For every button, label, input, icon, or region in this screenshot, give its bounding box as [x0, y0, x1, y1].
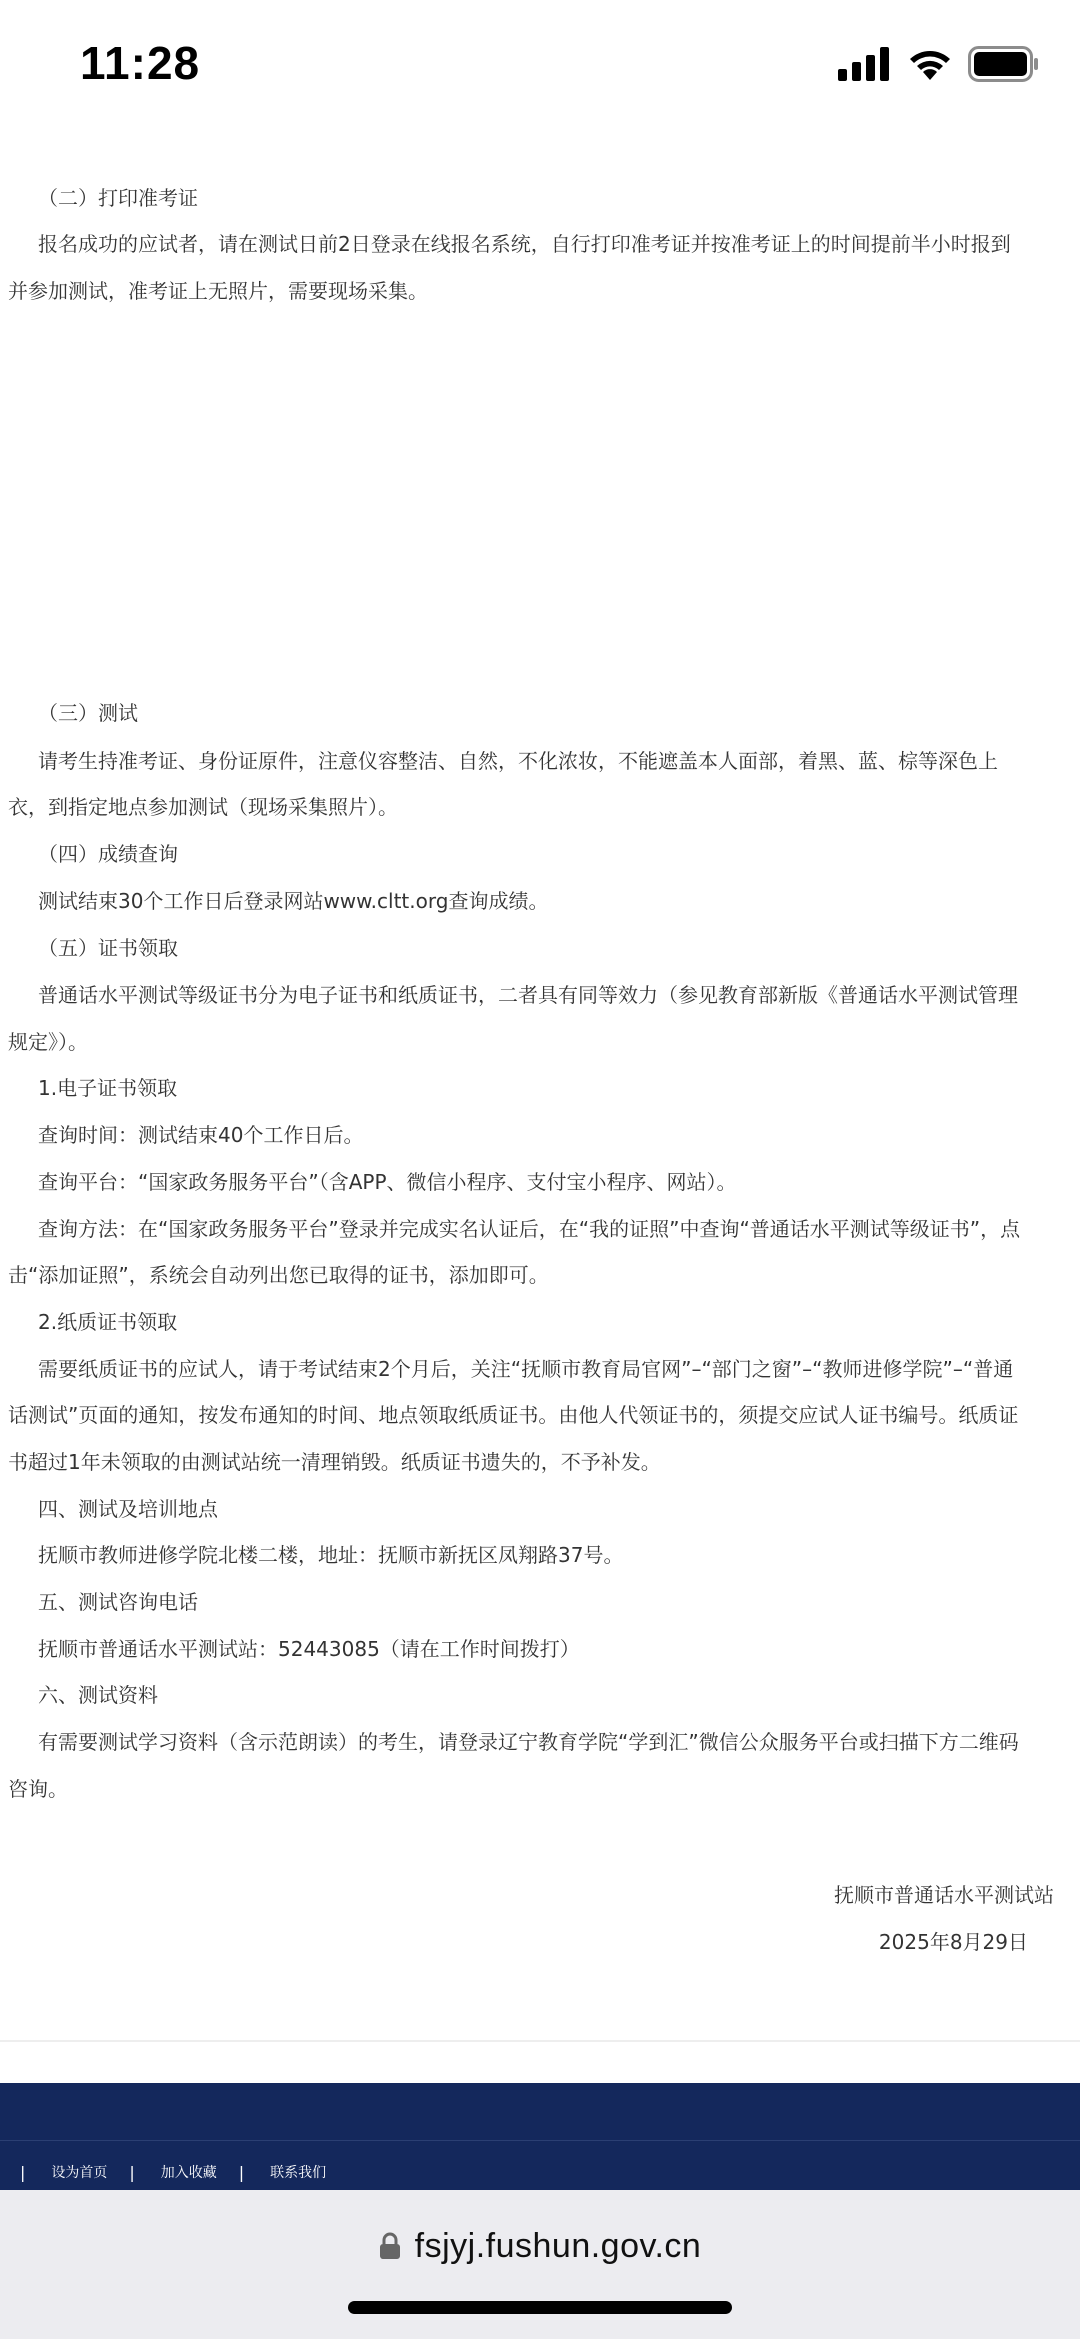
cellular-signal-icon — [838, 47, 892, 81]
article-line: 四、测试及培训地点 — [38, 1497, 218, 1521]
article-line: （四）成绩查询 — [38, 842, 178, 866]
article-line: 话测试”页面的通知，按发布通知的时间、地点领取纸质证书。由他人代领证书的，须提交应试人证书编号。纸质证 — [8, 1403, 1019, 1427]
footer-link-contact-us[interactable]: 联系我们 — [270, 2165, 327, 2181]
signature-org: 抚顺市普通话水平测试站 — [834, 1883, 1054, 1907]
article-line: （三）测试 — [38, 701, 138, 725]
article-line: 普通话水平测试等级证书分为电子证书和纸质证书，二者具有同等效力（参见教育部新版《普通话水平测试管理 — [38, 983, 1018, 1007]
article-line: 报名成功的应试者，请在测试日前2日登录在线报名系统，自行打印准考证并按准考证上的时间提前半小时报到 — [38, 232, 1011, 256]
article-line: 六、测试资料 — [38, 1683, 158, 1707]
article-line: （二）打印准考证 — [38, 186, 198, 210]
article-line: 规定》）。 — [8, 1030, 88, 1054]
wifi-icon — [908, 47, 952, 81]
address-bar[interactable] — [0, 2218, 1080, 2274]
footer-separator: | — [129, 2162, 135, 2182]
article-line: 有需要测试学习资料（含示范朗读）的考生，请登录辽宁教育学院“学到汇”微信公众服务平台或扫描下方二维码 — [38, 1730, 1019, 1754]
status-bar — [0, 0, 1080, 130]
article-line: 并参加测试，准考证上无照片，需要现场采集。 — [8, 279, 428, 303]
article-line: （五）证书领取 — [38, 936, 178, 960]
footer-link-set-homepage[interactable]: 设为首页 — [51, 2165, 108, 2181]
article-line: 测试结束30个工作日后登录网站www.cltt.org查询成绩。 — [38, 889, 549, 913]
article-line: 抚顺市普通话水平测试站：52443085（请在工作时间拨打） — [38, 1637, 580, 1661]
signature-date: 2025年8月29日 — [878, 1930, 1028, 1954]
article-line: 2.纸质证书领取 — [38, 1310, 178, 1334]
home-indicator[interactable] — [348, 2301, 732, 2314]
url-text: fsjyj.fushun.gov.cn — [414, 2226, 702, 2265]
footer-divider — [0, 2140, 1080, 2141]
battery-icon — [968, 46, 1040, 82]
article-line: 请考生持准考证、身份证原件，注意仪容整洁、自然，不化浓妆，不能遮盖本人面部，着黑、蓝、棕等深色上 — [38, 749, 998, 773]
article-line: 衣，到指定地点参加测试（现场采集照片）。 — [8, 795, 398, 819]
footer-links — [0, 2155, 1080, 2189]
lock-icon — [379, 2232, 401, 2260]
footer-link-add-favorite[interactable]: 加入收藏 — [160, 2165, 217, 2181]
article-line: 查询时间：测试结束40个工作日后。 — [38, 1123, 364, 1147]
article-line: 查询方法：在“国家政务服务平台”登录并完成实名认证后，在“我的证照”中查询“普通话水平测试等级证书”，点 — [38, 1217, 1021, 1241]
article-line: 咨询。 — [8, 1777, 68, 1801]
article-line: 查询平台：“国家政务服务平台”（含APP、微信小程序、支付宝小程序、网站）。 — [38, 1170, 737, 1194]
status-icons — [838, 44, 1040, 84]
article-line: 1.电子证书领取 — [38, 1076, 178, 1100]
article-line: 书超过1年未领取的由测试站统一清理销毁。纸质证书遗失的，不予补发。 — [8, 1450, 661, 1474]
status-time: 11:28 — [80, 37, 201, 89]
article-line: 击“添加证照”，系统会自动列出您已取得的证书，添加即可。 — [8, 1263, 549, 1287]
divider — [0, 2040, 1080, 2042]
footer-separator: | — [20, 2162, 26, 2182]
article-line: 抚顺市教师进修学院北楼二楼，地址：抚顺市新抚区凤翔路37号。 — [38, 1543, 624, 1567]
article-line: 五、测试咨询电话 — [38, 1590, 198, 1614]
article-line: 需要纸质证书的应试人，请于考试结束2个月后，关注“抚顺市教育局官网”–“部门之窗”–“教师进修学院”–“普通 — [38, 1357, 1014, 1381]
footer-separator: | — [238, 2162, 245, 2182]
